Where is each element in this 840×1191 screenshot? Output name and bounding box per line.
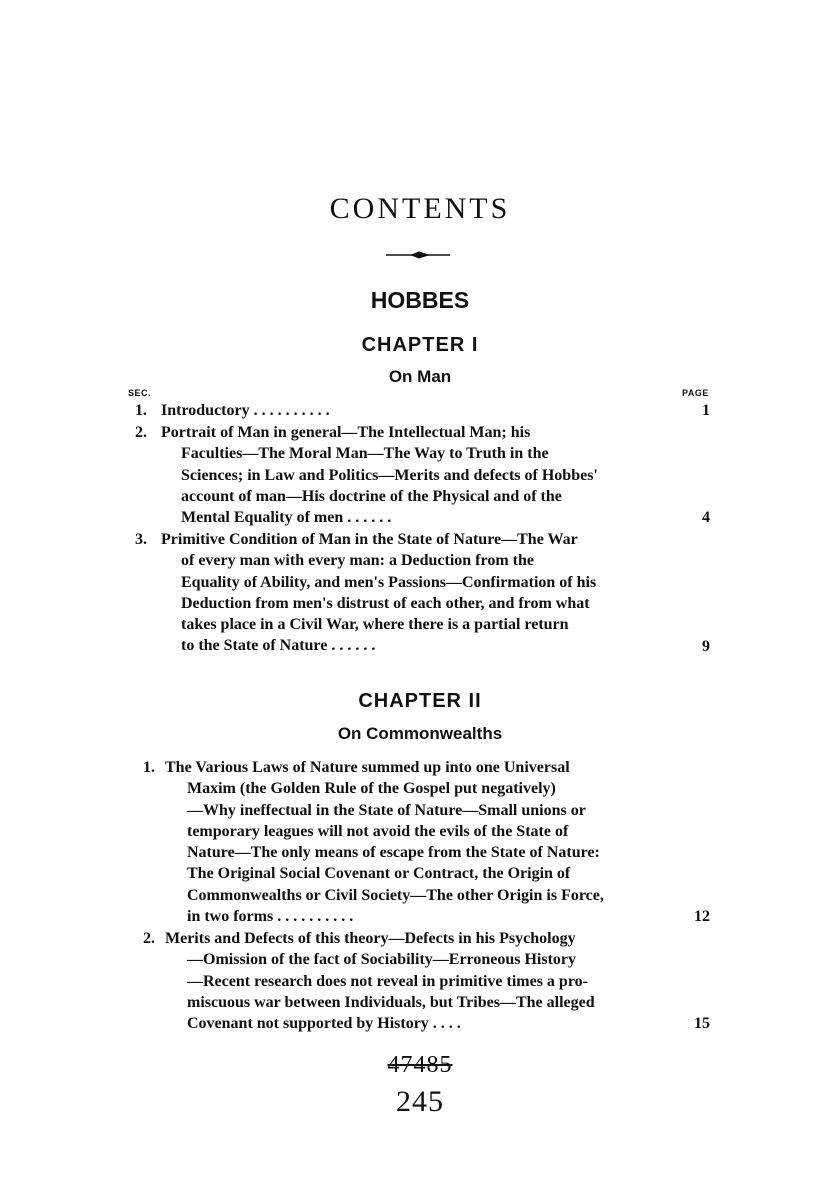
entry-line: temporary leagues will not avoid the evils of the State of <box>187 822 569 840</box>
chapter-title: CHAPTER I <box>361 334 479 356</box>
page-number: 15 <box>694 1015 710 1032</box>
entry-line: account of man—His doctrine of the Physical and of the <box>181 487 562 505</box>
entry-line: to the State of Nature . . . . . . <box>181 637 376 655</box>
entry-line: —Recent research does not reveal in primitive times a pro- <box>187 972 588 990</box>
entry-line: Faculties—The Moral Man—The Way to Truth in the <box>181 445 549 463</box>
section-number: 3. <box>135 531 147 548</box>
entry-line: Sciences; in Law and Politics—Merits and defects of Hobbes' <box>181 466 598 484</box>
section-column-header: SEC. <box>128 388 152 398</box>
entry-line: miscuous war between Individuals, but Tribes—The alleged <box>187 993 595 1011</box>
entry-line: The Original Social Covenant or Contract, the Origin of <box>187 865 571 883</box>
accession-number: 245 <box>396 1085 444 1118</box>
page-number: 4 <box>702 509 710 526</box>
entry-line: The Various Laws of Nature summed up into one Universal <box>165 759 570 776</box>
entry-line: takes place in a Civil War, where there is a partial return <box>181 616 569 634</box>
entry-line: —Why ineffectual in the State of Nature—Small unions or <box>187 801 586 819</box>
toc-entry <box>135 529 710 659</box>
entry-line: Portrait of Man in general—The Intellectual Man; his <box>161 424 531 441</box>
struck-accession-number: 47485 <box>387 1052 453 1078</box>
entry-line: Mental Equality of men . . . . . . <box>181 509 392 527</box>
toc-entry <box>143 757 710 932</box>
entry-line: Commonwealths or Civil Society—The other Origin is Force, <box>187 886 604 904</box>
entry-line: Deduction from men's distrust of each other, and from what <box>181 594 590 612</box>
entry-line: Equality of Ability, and men's Passions—Confirmation of his <box>181 573 597 591</box>
part-title: HOBBES <box>370 287 470 313</box>
contents-heading: CONTENTS <box>329 192 511 225</box>
page-column-header: PAGE <box>682 388 709 398</box>
chapter-subtitle: On Man <box>388 367 452 386</box>
section-number: 1. <box>135 402 147 419</box>
entry-line: Introductory . . . . . . . . . . <box>161 402 330 419</box>
entry-line: Merits and Defects of this theory—Defects in his Psychology <box>165 930 576 947</box>
page-number: 9 <box>702 638 710 655</box>
ornament-divider-icon <box>386 250 450 260</box>
entry-line: Primitive Condition of Man in the State of Nature—The War <box>161 531 578 548</box>
page-number: 1 <box>702 402 710 419</box>
entry-line: of every man with every man: a Deduction from the <box>181 552 534 570</box>
entry-line: in two forms . . . . . . . . . . <box>187 908 354 926</box>
chapter-subtitle: On Commonwealths <box>337 724 503 743</box>
section-number: 1. <box>143 759 155 776</box>
page-number: 12 <box>694 908 710 925</box>
entry-line: —Omission of the fact of Sociability—Erroneous History <box>187 951 577 969</box>
entry-line: Nature—The only means of escape from the State of Nature: <box>187 844 600 862</box>
section-number: 2. <box>143 930 155 947</box>
toc-entry <box>143 928 710 1038</box>
entry-line: Covenant not supported by History . . . . <box>187 1015 461 1033</box>
section-number: 2. <box>135 424 147 441</box>
toc-entry <box>135 422 710 532</box>
toc-entry <box>135 400 710 422</box>
chapter-title: CHAPTER II <box>358 690 482 712</box>
entry-line: Maxim (the Golden Rule of the Gospel put negatively) <box>187 780 556 798</box>
